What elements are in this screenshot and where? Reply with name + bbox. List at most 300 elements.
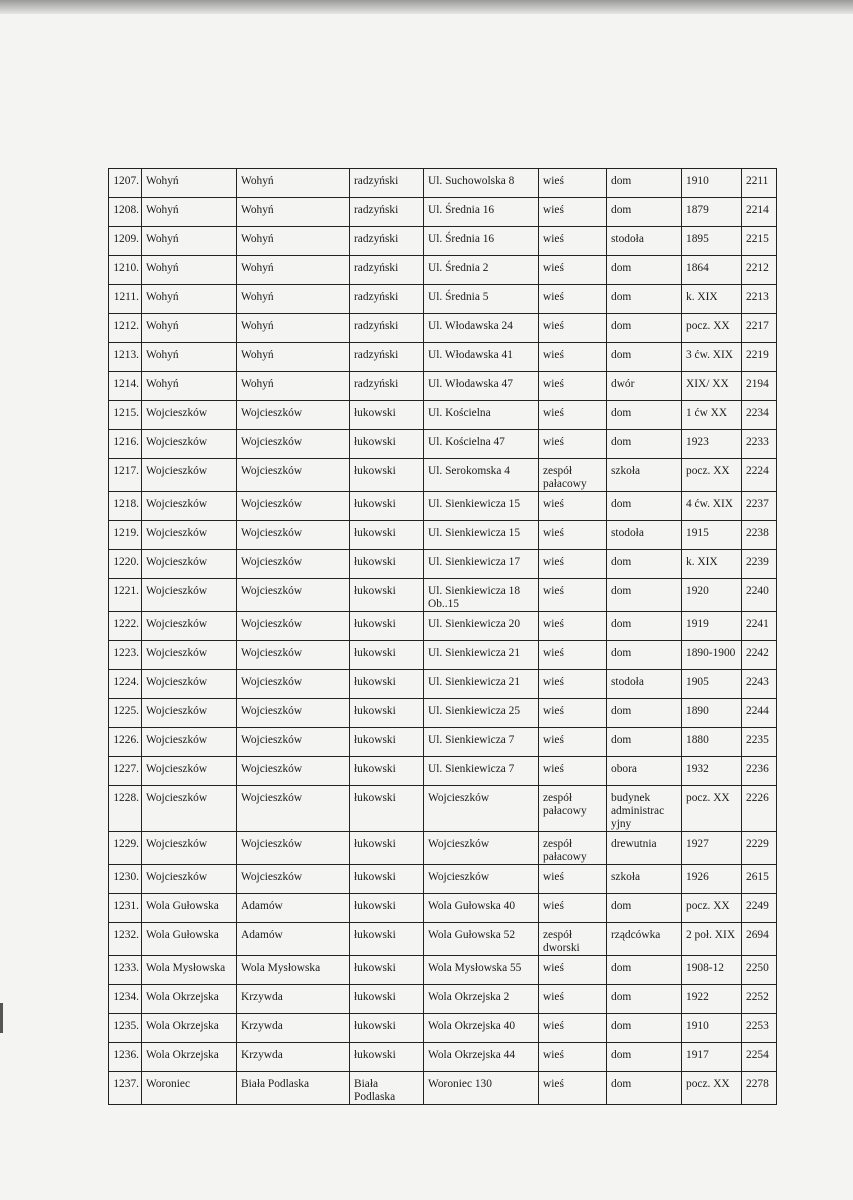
entry-number: 1229. <box>109 832 142 865</box>
record-id-cell: 2278 <box>742 1072 777 1105</box>
object-cell: dom <box>607 285 682 314</box>
table-row <box>109 492 777 521</box>
record-id-cell: 2217 <box>742 314 777 343</box>
table-row <box>109 1043 777 1072</box>
object-cell: szkoła <box>607 865 682 894</box>
locality-cell: Wojcieszków <box>142 612 237 641</box>
table-row <box>109 401 777 430</box>
locality-cell: Wola Okrzejska <box>142 1043 237 1072</box>
commune-cell: Wohyń <box>237 169 350 198</box>
object-cell: dom <box>607 550 682 579</box>
address-cell: Ul. Sienkiewicza 20 <box>424 612 539 641</box>
county-cell: łukowski <box>350 670 424 699</box>
table-row <box>109 865 777 894</box>
dating-cell: 1895 <box>682 227 742 256</box>
county-cell: łukowski <box>350 492 424 521</box>
complex-type-cell: wieś <box>539 430 607 459</box>
complex-type-cell: zespół pałacowy <box>539 459 607 492</box>
entry-number: 1228. <box>109 786 142 832</box>
entry-number: 1216. <box>109 430 142 459</box>
commune-cell: Wojcieszków <box>237 670 350 699</box>
record-id-cell: 2242 <box>742 641 777 670</box>
dating-cell: 1927 <box>682 832 742 865</box>
complex-type-cell: zespół dworski <box>539 923 607 956</box>
record-id-cell: 2239 <box>742 550 777 579</box>
dating-cell: k. XIX <box>682 550 742 579</box>
record-id-cell: 2213 <box>742 285 777 314</box>
county-cell: łukowski <box>350 728 424 757</box>
locality-cell: Wojcieszków <box>142 865 237 894</box>
commune-cell: Wojcieszków <box>237 699 350 728</box>
address-cell: Ul. Włodawska 41 <box>424 343 539 372</box>
complex-type-cell: wieś <box>539 699 607 728</box>
locality-cell: Wohyń <box>142 343 237 372</box>
complex-type-cell: wieś <box>539 314 607 343</box>
object-cell: dom <box>607 579 682 612</box>
object-cell: dom <box>607 699 682 728</box>
table-row <box>109 430 777 459</box>
table-row <box>109 956 777 985</box>
object-cell: dom <box>607 343 682 372</box>
entry-number: 1225. <box>109 699 142 728</box>
object-cell: stodoła <box>607 227 682 256</box>
dating-cell: 1910 <box>682 1014 742 1043</box>
object-cell: dom <box>607 401 682 430</box>
commune-cell: Wohyń <box>237 198 350 227</box>
county-cell: łukowski <box>350 550 424 579</box>
table-row <box>109 641 777 670</box>
table-row <box>109 285 777 314</box>
locality-cell: Wohyń <box>142 169 237 198</box>
entry-number: 1209. <box>109 227 142 256</box>
table-row <box>109 757 777 786</box>
entry-number: 1234. <box>109 985 142 1014</box>
locality-cell: Wola Okrzejska <box>142 985 237 1014</box>
complex-type-cell: wieś <box>539 1072 607 1105</box>
county-cell: łukowski <box>350 521 424 550</box>
complex-type-cell: wieś <box>539 521 607 550</box>
address-cell: Ul. Sienkiewicza 7 <box>424 728 539 757</box>
address-cell: Ul. Serokomska 4 <box>424 459 539 492</box>
commune-cell: Wohyń <box>237 285 350 314</box>
locality-cell: Wohyń <box>142 285 237 314</box>
object-cell: dom <box>607 1043 682 1072</box>
complex-type-cell: wieś <box>539 256 607 285</box>
locality-cell: Wojcieszków <box>142 430 237 459</box>
county-cell: łukowski <box>350 985 424 1014</box>
object-cell: dom <box>607 430 682 459</box>
object-cell: dom <box>607 314 682 343</box>
entry-number: 1211. <box>109 285 142 314</box>
record-id-cell: 2238 <box>742 521 777 550</box>
object-cell: dom <box>607 1014 682 1043</box>
record-id-cell: 2615 <box>742 865 777 894</box>
object-cell: dom <box>607 198 682 227</box>
locality-cell: Woroniec <box>142 1072 237 1105</box>
dating-cell: 1879 <box>682 198 742 227</box>
address-cell: Wola Okrzejska 40 <box>424 1014 539 1043</box>
dating-cell: 2 poł. XIX <box>682 923 742 956</box>
dating-cell: 1923 <box>682 430 742 459</box>
entry-number: 1226. <box>109 728 142 757</box>
complex-type-cell: wieś <box>539 670 607 699</box>
entry-number: 1208. <box>109 198 142 227</box>
county-cell: łukowski <box>350 401 424 430</box>
complex-type-cell: wieś <box>539 1014 607 1043</box>
address-cell: Ul. Kościelna 47 <box>424 430 539 459</box>
locality-cell: Wojcieszków <box>142 786 237 832</box>
complex-type-cell: wieś <box>539 372 607 401</box>
county-cell: radzyński <box>350 372 424 401</box>
county-cell: radzyński <box>350 256 424 285</box>
object-cell: dwór <box>607 372 682 401</box>
table-row <box>109 985 777 1014</box>
county-cell: radzyński <box>350 343 424 372</box>
entry-number: 1219. <box>109 521 142 550</box>
dating-cell: 1890 <box>682 699 742 728</box>
county-cell: łukowski <box>350 612 424 641</box>
entry-number: 1235. <box>109 1014 142 1043</box>
county-cell: radzyński <box>350 285 424 314</box>
object-cell: dom <box>607 1072 682 1105</box>
table-row <box>109 832 777 865</box>
county-cell: łukowski <box>350 579 424 612</box>
complex-type-cell: wieś <box>539 985 607 1014</box>
object-cell: dom <box>607 492 682 521</box>
complex-type-cell: wieś <box>539 894 607 923</box>
record-id-cell: 2240 <box>742 579 777 612</box>
commune-cell: Wohyń <box>237 256 350 285</box>
entry-number: 1218. <box>109 492 142 521</box>
dating-cell: 1 ćw XX <box>682 401 742 430</box>
record-id-cell: 2254 <box>742 1043 777 1072</box>
table-row <box>109 579 777 612</box>
object-cell: budynek administrac yjny <box>607 786 682 832</box>
dating-cell: 1932 <box>682 757 742 786</box>
commune-cell: Wojcieszków <box>237 401 350 430</box>
commune-cell: Wojcieszków <box>237 865 350 894</box>
entry-number: 1236. <box>109 1043 142 1072</box>
address-cell: Wola Okrzejska 2 <box>424 985 539 1014</box>
commune-cell: Adamów <box>237 894 350 923</box>
dating-cell: 1922 <box>682 985 742 1014</box>
commune-cell: Wojcieszków <box>237 430 350 459</box>
commune-cell: Wojcieszków <box>237 612 350 641</box>
table-row <box>109 256 777 285</box>
record-id-cell: 2219 <box>742 343 777 372</box>
locality-cell: Wojcieszków <box>142 641 237 670</box>
record-id-cell: 2235 <box>742 728 777 757</box>
record-id-cell: 2233 <box>742 430 777 459</box>
record-id-cell: 2212 <box>742 256 777 285</box>
commune-cell: Wojcieszków <box>237 728 350 757</box>
table-row <box>109 521 777 550</box>
address-cell: Ul. Sienkiewicza 21 <box>424 670 539 699</box>
locality-cell: Wohyń <box>142 198 237 227</box>
locality-cell: Wojcieszków <box>142 832 237 865</box>
entry-number: 1223. <box>109 641 142 670</box>
complex-type-cell: wieś <box>539 865 607 894</box>
address-cell: Wola Okrzejska 44 <box>424 1043 539 1072</box>
complex-type-cell: wieś <box>539 227 607 256</box>
object-cell: obora <box>607 757 682 786</box>
object-cell: dom <box>607 956 682 985</box>
county-cell: łukowski <box>350 923 424 956</box>
address-cell: Ul. Sienkiewicza 21 <box>424 641 539 670</box>
dating-cell: 1917 <box>682 1043 742 1072</box>
address-cell: Ul. Kościelna <box>424 401 539 430</box>
address-cell: Wojcieszków <box>424 865 539 894</box>
record-id-cell: 2214 <box>742 198 777 227</box>
locality-cell: Wola Gułowska <box>142 923 237 956</box>
registry-body <box>109 169 777 1105</box>
record-id-cell: 2229 <box>742 832 777 865</box>
monument-registry-table <box>108 168 777 1105</box>
county-cell: Biała Podlaska <box>350 1072 424 1105</box>
record-id-cell: 2211 <box>742 169 777 198</box>
commune-cell: Wojcieszków <box>237 521 350 550</box>
dating-cell: 1908-12 <box>682 956 742 985</box>
address-cell: Ul. Średnia 5 <box>424 285 539 314</box>
entry-number: 1214. <box>109 372 142 401</box>
dating-cell: 1910 <box>682 169 742 198</box>
dating-cell: 1915 <box>682 521 742 550</box>
address-cell: Wola Gułowska 40 <box>424 894 539 923</box>
county-cell: łukowski <box>350 430 424 459</box>
record-id-cell: 2243 <box>742 670 777 699</box>
county-cell: łukowski <box>350 699 424 728</box>
commune-cell: Wohyń <box>237 314 350 343</box>
object-cell: drewutnia <box>607 832 682 865</box>
address-cell: Wojcieszków <box>424 832 539 865</box>
dating-cell: 4 ćw. XIX <box>682 492 742 521</box>
record-id-cell: 2226 <box>742 786 777 832</box>
dating-cell: pocz. XX <box>682 1072 742 1105</box>
address-cell: Ul. Sienkiewicza 18 Ob..15 <box>424 579 539 612</box>
object-cell: dom <box>607 894 682 923</box>
complex-type-cell: wieś <box>539 401 607 430</box>
table-row <box>109 227 777 256</box>
locality-cell: Wohyń <box>142 227 237 256</box>
commune-cell: Wojcieszków <box>237 786 350 832</box>
dating-cell: 3 ćw. XIX <box>682 343 742 372</box>
entry-number: 1207. <box>109 169 142 198</box>
county-cell: radzyński <box>350 314 424 343</box>
locality-cell: Wojcieszków <box>142 521 237 550</box>
complex-type-cell: zespół pałacowy <box>539 786 607 832</box>
address-cell: Ul. Sienkiewicza 15 <box>424 492 539 521</box>
dating-cell: 1890-1900 <box>682 641 742 670</box>
object-cell: stodoła <box>607 670 682 699</box>
dating-cell: pocz. XX <box>682 459 742 492</box>
object-cell: szkoła <box>607 459 682 492</box>
object-cell: dom <box>607 612 682 641</box>
county-cell: radzyński <box>350 198 424 227</box>
locality-cell: Wola Mysłowska <box>142 956 237 985</box>
entry-number: 1230. <box>109 865 142 894</box>
locality-cell: Wohyń <box>142 372 237 401</box>
complex-type-cell: wieś <box>539 757 607 786</box>
entry-number: 1224. <box>109 670 142 699</box>
address-cell: Ul. Sienkiewicza 25 <box>424 699 539 728</box>
record-id-cell: 2253 <box>742 1014 777 1043</box>
locality-cell: Wojcieszków <box>142 728 237 757</box>
commune-cell: Wojcieszków <box>237 492 350 521</box>
dating-cell: 1919 <box>682 612 742 641</box>
record-id-cell: 2194 <box>742 372 777 401</box>
commune-cell: Wohyń <box>237 372 350 401</box>
complex-type-cell: wieś <box>539 612 607 641</box>
commune-cell: Wola Mysłowska <box>237 956 350 985</box>
entry-number: 1212. <box>109 314 142 343</box>
table-row <box>109 198 777 227</box>
table-row <box>109 670 777 699</box>
entry-number: 1210. <box>109 256 142 285</box>
commune-cell: Adamów <box>237 923 350 956</box>
commune-cell: Krzywda <box>237 1014 350 1043</box>
complex-type-cell: wieś <box>539 550 607 579</box>
entry-number: 1215. <box>109 401 142 430</box>
complex-type-cell: wieś <box>539 343 607 372</box>
object-cell: dom <box>607 985 682 1014</box>
commune-cell: Krzywda <box>237 985 350 1014</box>
scan-top-shadow <box>0 0 853 14</box>
table-row <box>109 894 777 923</box>
county-cell: łukowski <box>350 459 424 492</box>
commune-cell: Wohyń <box>237 227 350 256</box>
table-row <box>109 1014 777 1043</box>
commune-cell: Wojcieszków <box>237 579 350 612</box>
address-cell: Ul. Włodawska 47 <box>424 372 539 401</box>
dating-cell: pocz. XX <box>682 786 742 832</box>
commune-cell: Wojcieszków <box>237 641 350 670</box>
locality-cell: Wojcieszków <box>142 492 237 521</box>
table-row <box>109 459 777 492</box>
complex-type-cell: wieś <box>539 1043 607 1072</box>
commune-cell: Wojcieszków <box>237 757 350 786</box>
table-row <box>109 728 777 757</box>
record-id-cell: 2244 <box>742 699 777 728</box>
county-cell: łukowski <box>350 894 424 923</box>
complex-type-cell: wieś <box>539 641 607 670</box>
commune-cell: Biała Podlaska <box>237 1072 350 1105</box>
locality-cell: Wojcieszków <box>142 579 237 612</box>
table-row <box>109 923 777 956</box>
county-cell: łukowski <box>350 956 424 985</box>
complex-type-cell: wieś <box>539 956 607 985</box>
record-id-cell: 2234 <box>742 401 777 430</box>
locality-cell: Wola Okrzejska <box>142 1014 237 1043</box>
entry-number: 1227. <box>109 757 142 786</box>
county-cell: łukowski <box>350 865 424 894</box>
table-row <box>109 786 777 832</box>
table-row <box>109 343 777 372</box>
address-cell: Ul. Suchowolska 8 <box>424 169 539 198</box>
table-row <box>109 169 777 198</box>
object-cell: dom <box>607 641 682 670</box>
record-id-cell: 2215 <box>742 227 777 256</box>
entry-number: 1213. <box>109 343 142 372</box>
address-cell: Wola Mysłowska 55 <box>424 956 539 985</box>
address-cell: Wola Gułowska 52 <box>424 923 539 956</box>
table-row <box>109 699 777 728</box>
locality-cell: Wojcieszków <box>142 550 237 579</box>
table-row <box>109 612 777 641</box>
complex-type-cell: wieś <box>539 169 607 198</box>
address-cell: Ul. Sienkiewicza 7 <box>424 757 539 786</box>
entry-number: 1220. <box>109 550 142 579</box>
county-cell: łukowski <box>350 832 424 865</box>
dating-cell: 1905 <box>682 670 742 699</box>
county-cell: łukowski <box>350 757 424 786</box>
complex-type-cell: wieś <box>539 492 607 521</box>
scan-edge-mark <box>0 1003 3 1033</box>
entry-number: 1221. <box>109 579 142 612</box>
locality-cell: Wojcieszków <box>142 459 237 492</box>
locality-cell: Wojcieszków <box>142 670 237 699</box>
table-row <box>109 314 777 343</box>
locality-cell: Wojcieszków <box>142 757 237 786</box>
complex-type-cell: wieś <box>539 728 607 757</box>
entry-number: 1233. <box>109 956 142 985</box>
entry-number: 1237. <box>109 1072 142 1105</box>
object-cell: stodoła <box>607 521 682 550</box>
locality-cell: Wola Gułowska <box>142 894 237 923</box>
record-id-cell: 2237 <box>742 492 777 521</box>
record-id-cell: 2694 <box>742 923 777 956</box>
commune-cell: Wojcieszków <box>237 832 350 865</box>
complex-type-cell: zespół pałacowy <box>539 832 607 865</box>
record-id-cell: 2252 <box>742 985 777 1014</box>
entry-number: 1222. <box>109 612 142 641</box>
address-cell: Wojcieszków <box>424 786 539 832</box>
address-cell: Ul. Sienkiewicza 15 <box>424 521 539 550</box>
record-id-cell: 2241 <box>742 612 777 641</box>
table-row <box>109 550 777 579</box>
locality-cell: Wojcieszków <box>142 401 237 430</box>
object-cell: dom <box>607 169 682 198</box>
commune-cell: Krzywda <box>237 1043 350 1072</box>
dating-cell: pocz. XX <box>682 314 742 343</box>
complex-type-cell: wieś <box>539 579 607 612</box>
address-cell: Ul. Średnia 16 <box>424 227 539 256</box>
complex-type-cell: wieś <box>539 285 607 314</box>
county-cell: łukowski <box>350 1043 424 1072</box>
dating-cell: XIX/ XX <box>682 372 742 401</box>
object-cell: rządcówka <box>607 923 682 956</box>
commune-cell: Wojcieszków <box>237 550 350 579</box>
commune-cell: Wohyń <box>237 343 350 372</box>
commune-cell: Wojcieszków <box>237 459 350 492</box>
record-id-cell: 2250 <box>742 956 777 985</box>
county-cell: łukowski <box>350 786 424 832</box>
dating-cell: 1920 <box>682 579 742 612</box>
dating-cell: 1880 <box>682 728 742 757</box>
entry-number: 1217. <box>109 459 142 492</box>
dating-cell: pocz. XX <box>682 894 742 923</box>
record-id-cell: 2224 <box>742 459 777 492</box>
record-id-cell: 2236 <box>742 757 777 786</box>
county-cell: radzyński <box>350 227 424 256</box>
entry-number: 1231. <box>109 894 142 923</box>
table-row <box>109 1072 777 1105</box>
object-cell: dom <box>607 256 682 285</box>
address-cell: Ul. Średnia 16 <box>424 198 539 227</box>
locality-cell: Wojcieszków <box>142 699 237 728</box>
dating-cell: k. XIX <box>682 285 742 314</box>
dating-cell: 1864 <box>682 256 742 285</box>
record-id-cell: 2249 <box>742 894 777 923</box>
